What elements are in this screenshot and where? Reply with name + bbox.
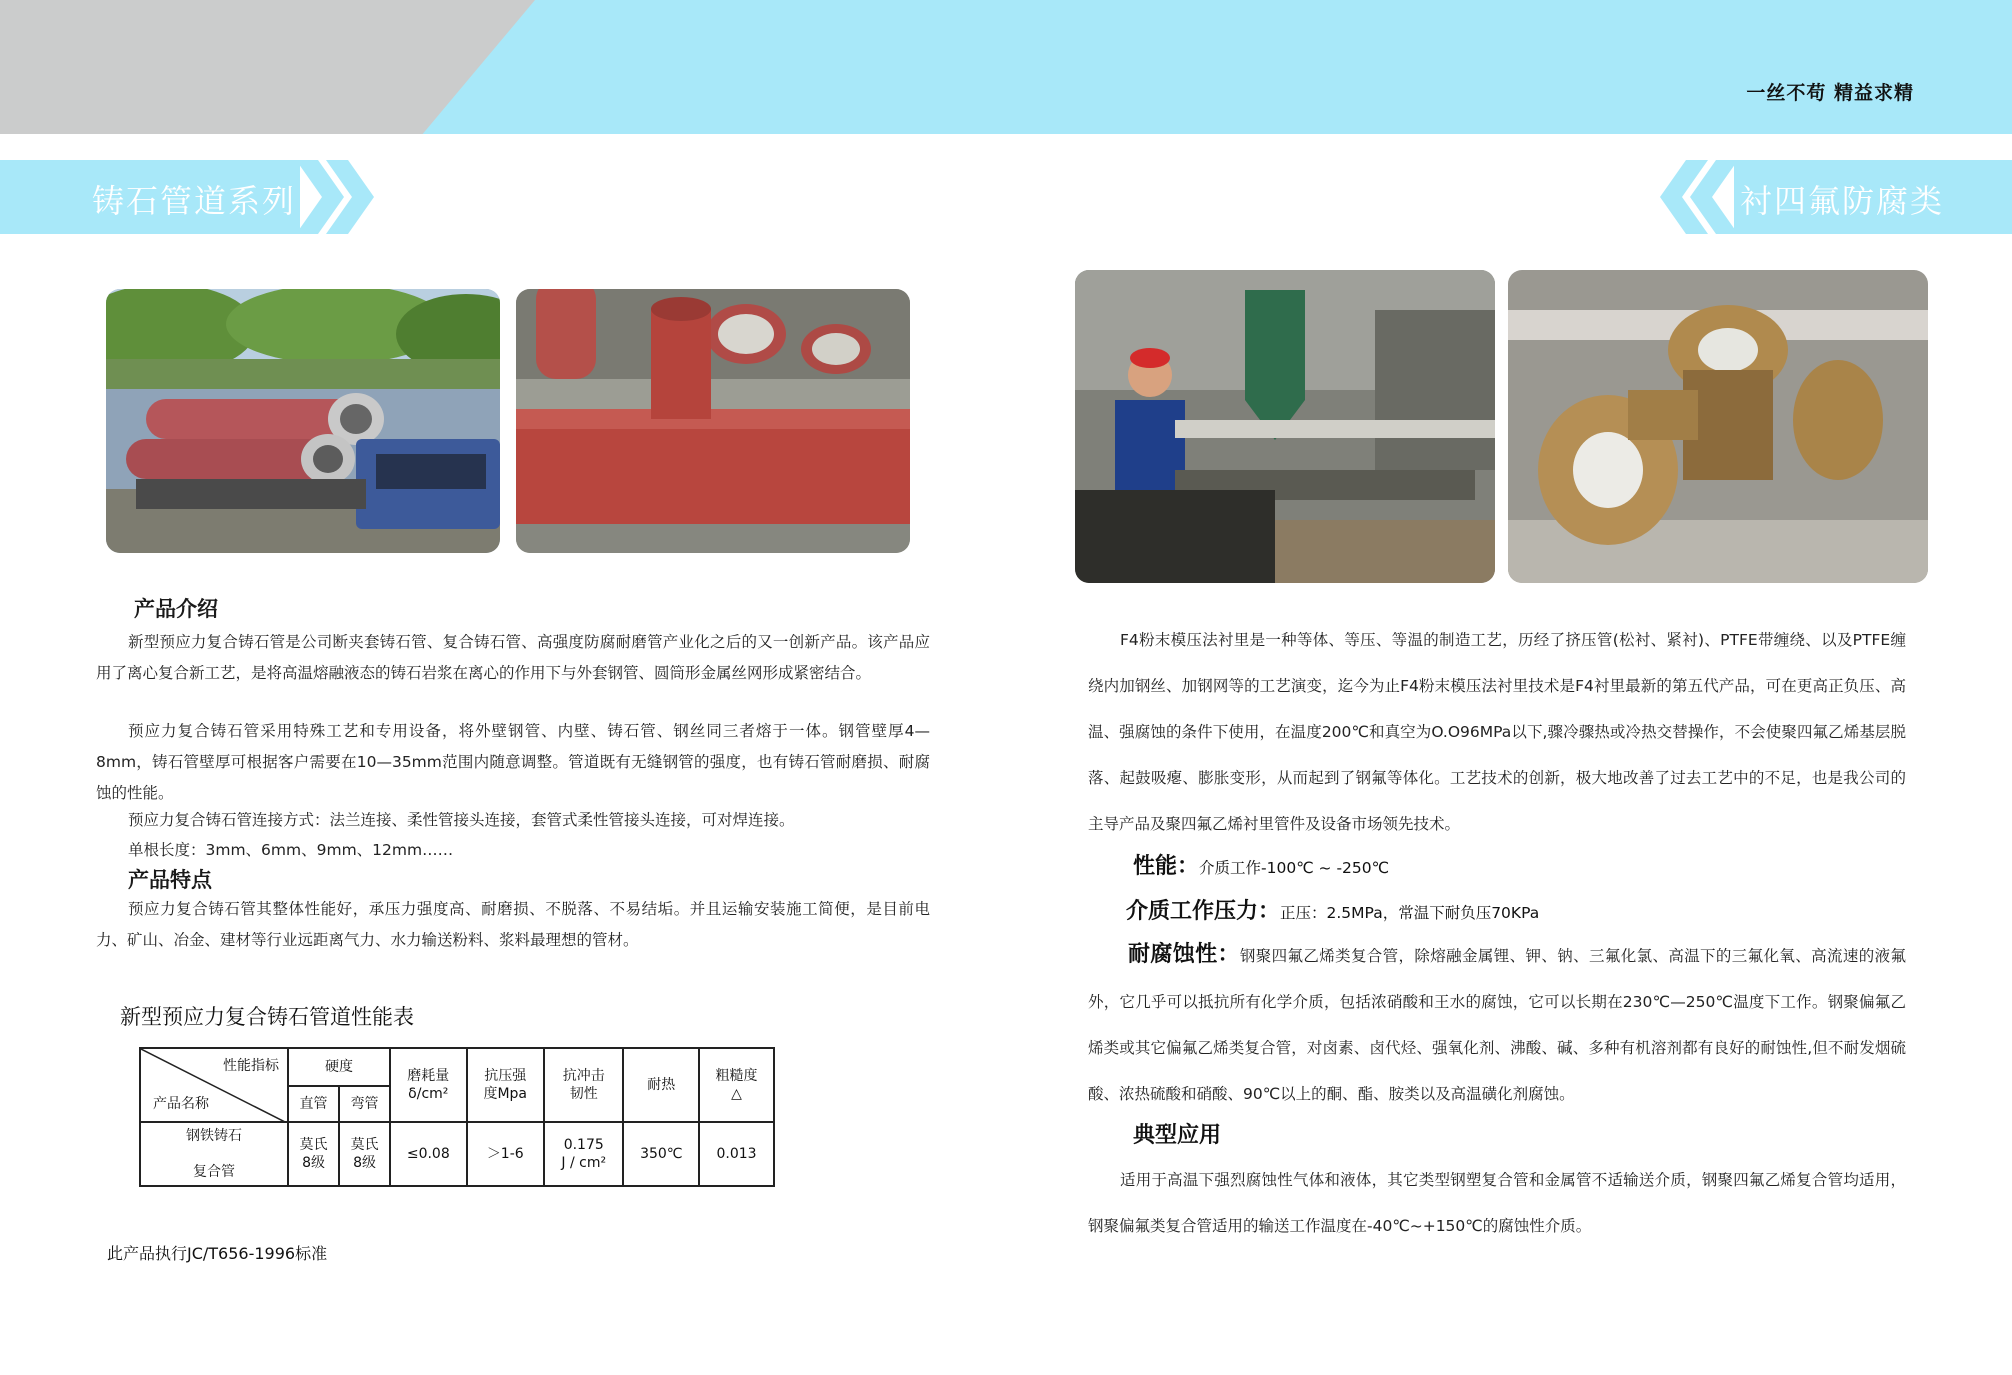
- cell-bend: 莫氏 8级: [339, 1122, 390, 1186]
- table-title: 新型预应力复合铸石管道性能表: [120, 1005, 414, 1029]
- cell-wear: ≤0.08: [390, 1122, 466, 1186]
- ptfe-paragraph: F4粉末模压法衬里是一种等体、等压、等温的制造工艺，历经了挤压管(松衬、紧衬)、PTFE带缠绕、以及PTFE缠绕内加钢丝、加钢网等的工艺演变，迄今为止F4粉末模压法衬里技术是F4衬里最新的第五代产品，可在更高正负压、高温、强腐蚀的条件下使用，在温度200℃和真空为O.O96MPa以下,骤冷骤热或冷热交替操作，不会使聚四氟乙烯基层脱落、起鼓吸瘪、膨胀变形，从而起到了钢氟等体化。工艺技术的创新，极大地改善了过去工艺中的不足，也是我公司的主导产品及聚四氟乙烯衬里管件及设备市场领先技术。: [1088, 631, 1906, 833]
- photo-workshop-worker: [1075, 270, 1495, 583]
- right-section-title: 衬四氟防腐类: [1740, 182, 1945, 220]
- features-heading: 产品特点: [128, 868, 212, 892]
- header-roughness: 粗糙度 △: [699, 1048, 774, 1122]
- application-heading: 典型应用: [1133, 1123, 1222, 1148]
- slogan: 一丝不苟 精益求精: [1746, 82, 1914, 104]
- photo-red-pipe-tee: [516, 289, 910, 553]
- pressure-line: [1126, 894, 1539, 925]
- photo-truck-pipes: [106, 289, 500, 553]
- header-hardness: 硬度: [288, 1048, 390, 1086]
- header-heat: 耐热: [623, 1048, 699, 1122]
- application-paragraph: 适用于高温下强烈腐蚀性气体和液体，其它类型钢塑复合管和金属管不适输送介质，钢聚四氟乙烯复合管均适用，钢聚偏氟类复合管适用的输送工作温度在-40℃~+150℃的腐蚀性介质。: [1088, 1171, 1906, 1235]
- header-bend: 弯管: [339, 1086, 390, 1122]
- cell-roughness: 0.013: [699, 1122, 774, 1186]
- header-compress: 抗压强 度Mpa: [467, 1048, 545, 1122]
- header-impact: 抗冲击 韧性: [544, 1048, 623, 1122]
- cell-impact: 0.175 J / cm²: [544, 1122, 623, 1186]
- perf-label: 性能：: [1133, 854, 1200, 879]
- perf-line: [1133, 849, 1389, 880]
- standard-note: 此产品执行JC/T656-1996标准: [107, 1244, 328, 1263]
- cell-product: 钢铁铸石 复合管: [140, 1122, 288, 1186]
- pressure-value: 正压：2.5MPa，常温下耐负压70KPa: [1280, 904, 1540, 922]
- chevron-right-icon: [296, 160, 374, 234]
- corrosion-label: 耐腐蚀性：: [1128, 942, 1240, 967]
- intro-paragraph-1: 新型预应力复合铸石管是公司断夹套铸石管、复合铸石管、高强度防腐耐磨管产业化之后的又一创新产品。该产品应用了离心复合新工艺，是将高温熔融液态的铸石岩浆在离心的作用下与外套钢管、圆筒形金属丝网形成紧密结合。: [96, 633, 930, 682]
- cell-compress: ＞1-6: [467, 1122, 545, 1186]
- cell-straight: 莫氏 8级: [288, 1122, 339, 1186]
- cell-heat: 350℃: [623, 1122, 699, 1186]
- intro-paragraph-3: 预应力复合铸石管连接方式：法兰连接、柔性管接头连接，套管式柔性管接头连接，可对焊连接。: [128, 811, 795, 829]
- header-wear: 磨耗量 δ/cm²: [390, 1048, 466, 1122]
- table-corner-cell: [140, 1048, 288, 1122]
- intro-paragraph-4: 单根长度：3mm、6mm、9mm、12mm……: [128, 841, 454, 859]
- features-paragraph: 预应力复合铸石管其整体性能好，承压力强度高、耐磨损、不脱落、不易结垢。并且运输安装施工简便，是目前电力、矿山、冶金、建材等行业远距离气力、水力输送粉料、浆料最理想的管材。: [96, 900, 930, 949]
- corner-top-label: 性能指标: [223, 1058, 279, 1074]
- chevron-left-icon: [1660, 160, 1738, 234]
- performance-table: [139, 1047, 775, 1187]
- intro-paragraph-2: 预应力复合铸石管采用特殊工艺和专用设备，将外壁钢管、内壁、铸石管、钢丝同三者熔于一体。钢管壁厚4—8mm，铸石管壁厚可根据客户需要在10—35mm范围内随意调整。管道既有无缝钢管的强度，也有铸石管耐磨损、耐腐蚀的性能。: [96, 722, 930, 802]
- perf-value: 介质工作-100℃ ~ -250℃: [1199, 859, 1390, 877]
- photo-ptfe-fittings: [1508, 270, 1928, 583]
- corrosion-value: 钢聚四氟乙烯类复合管，除熔融金属锂、钾、钠、三氟化氯、高温下的三氟化氧、高流速的液氟外，它几乎可以抵抗所有化学介质，包括浓硝酸和王水的腐蚀，它可以长期在230℃—250℃温度下工作。钢聚偏氟乙烯类或其它偏氟乙烯类复合管，对卤素、卤代烃、强氧化剂、沸酸、碱、多种有机溶剂都有良好的耐蚀性,但不耐发烟硫酸、浓热硫酸和硝酸、90℃以上的酮、酯、胺类以及高温磺化剂腐蚀。: [1088, 947, 1906, 1103]
- pressure-label: 介质工作压力：: [1126, 899, 1281, 924]
- intro-heading: 产品介绍: [134, 597, 218, 621]
- corner-bottom-label: 产品名称: [153, 1096, 209, 1112]
- header-straight: 直管: [288, 1086, 339, 1122]
- corrosion-paragraph: [1088, 932, 1906, 1117]
- left-section-title: 铸石管道系列: [92, 182, 297, 220]
